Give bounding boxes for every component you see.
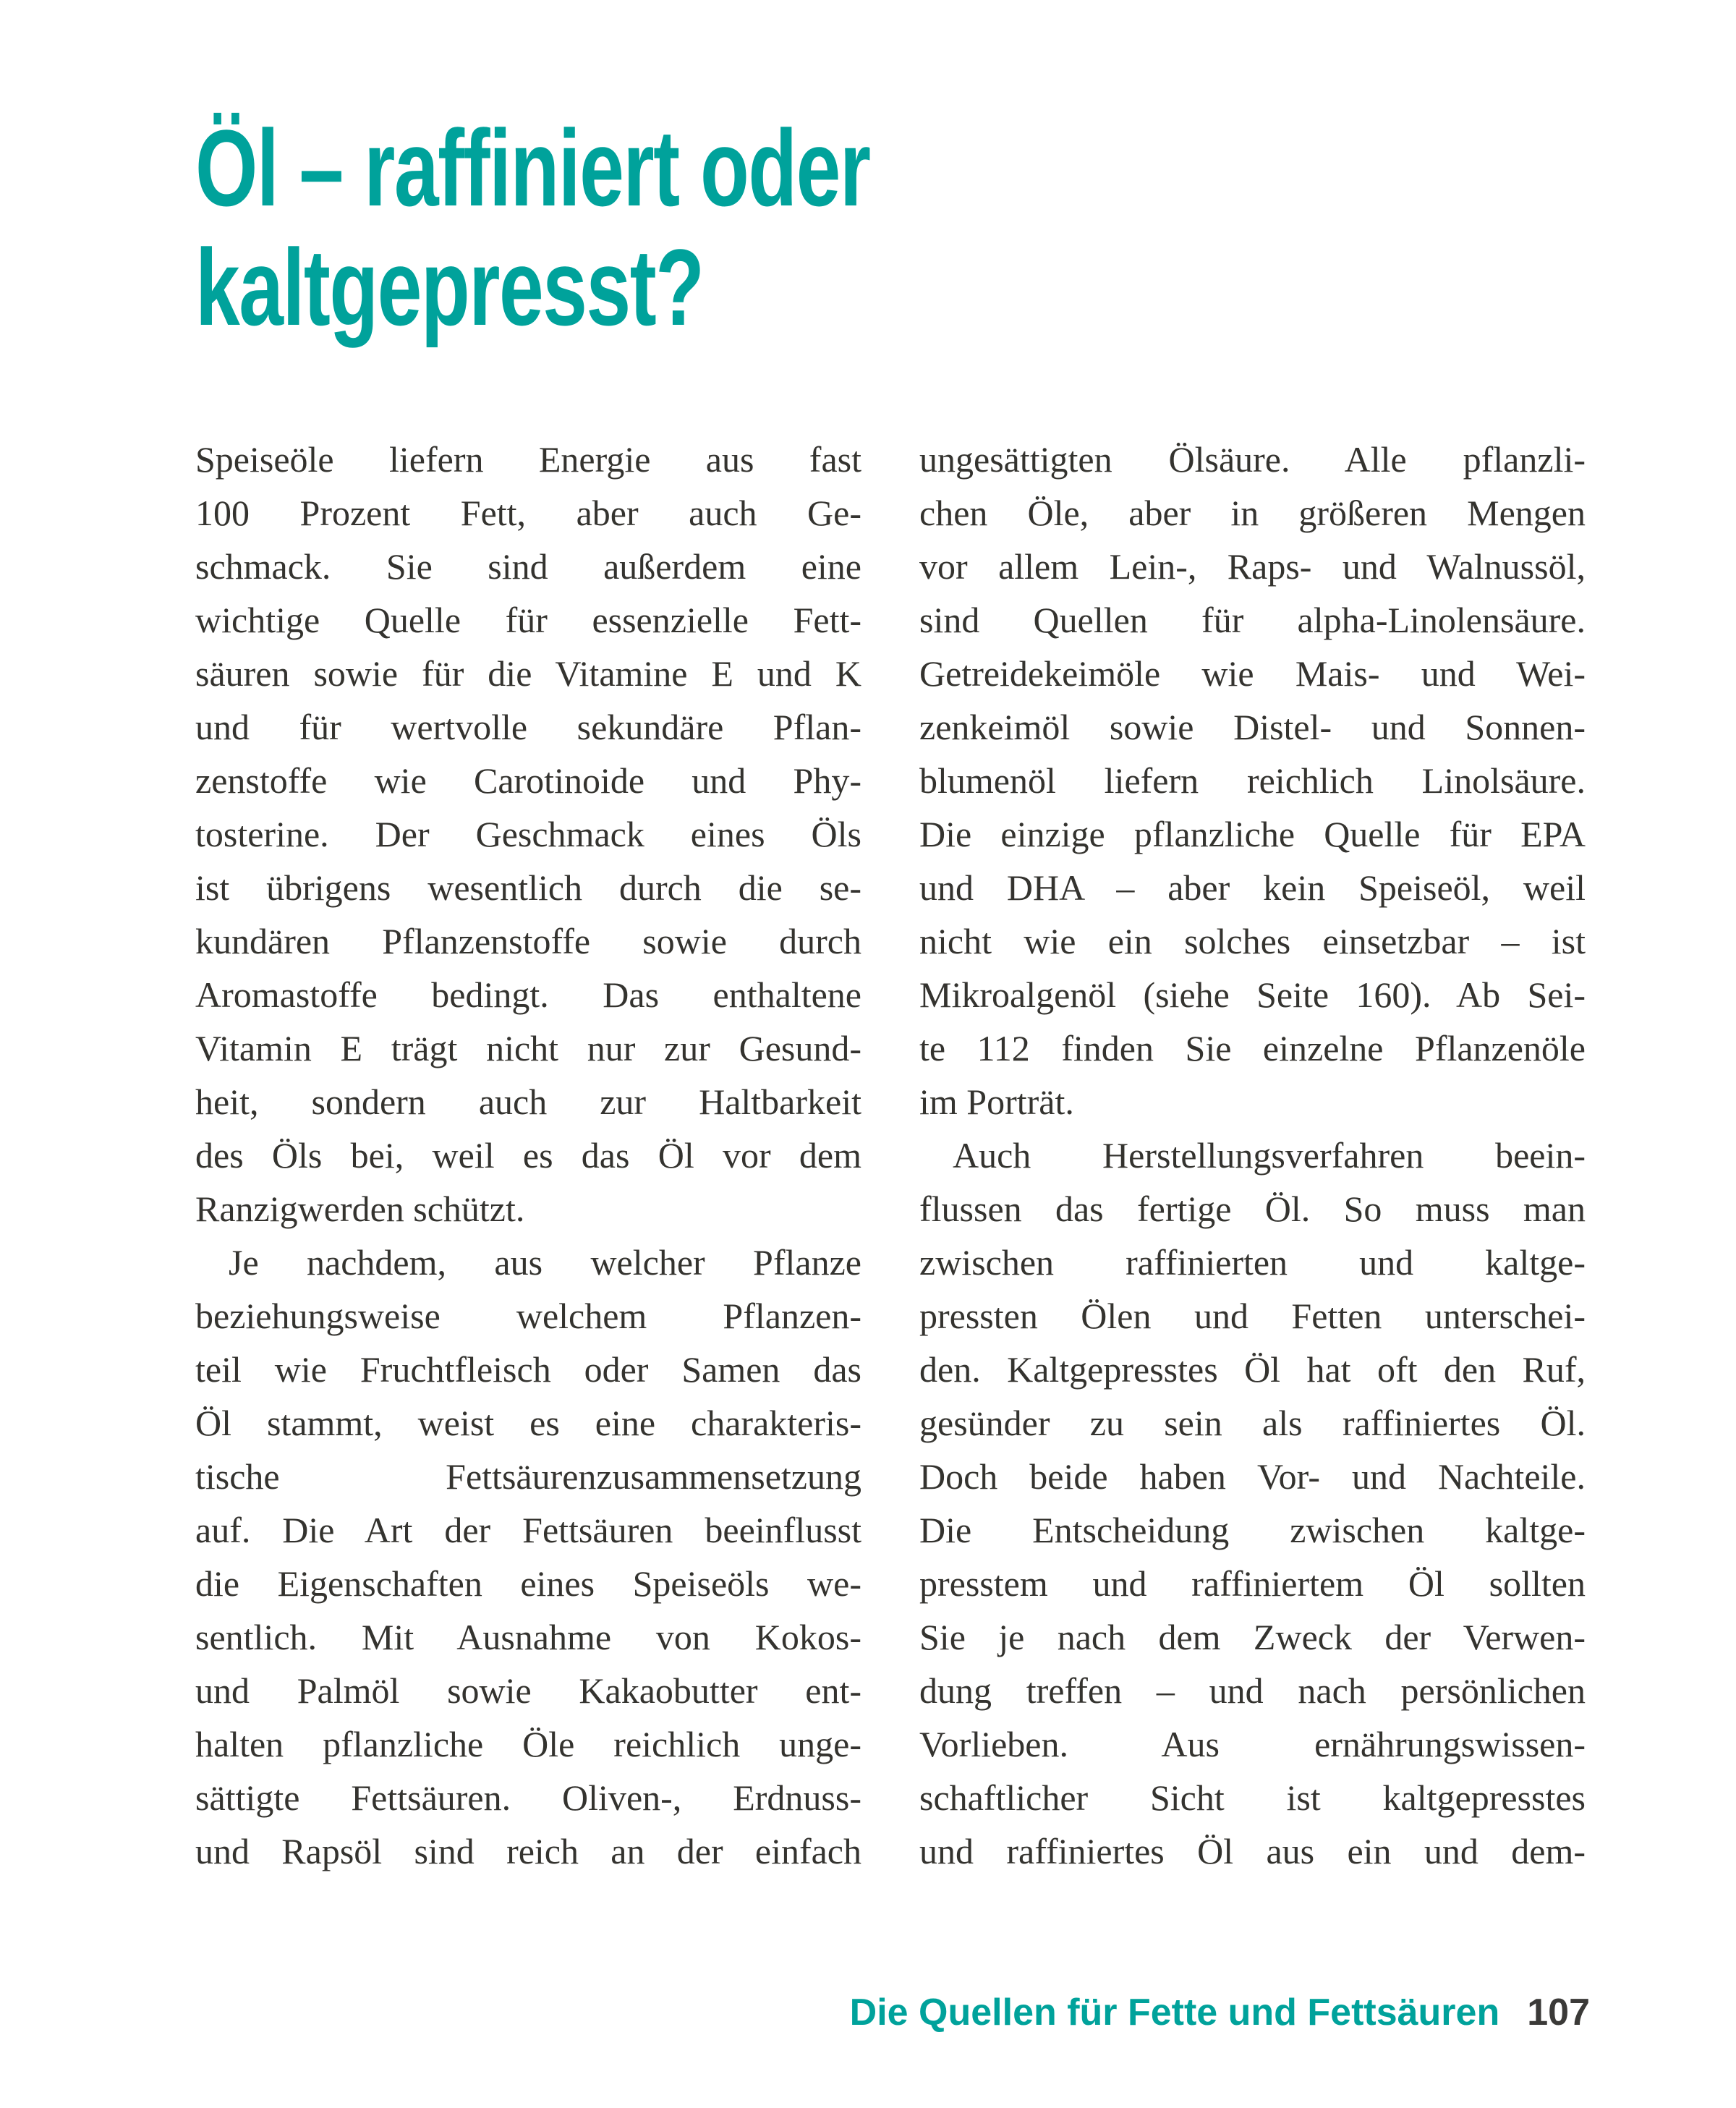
text-line: Vitamin E trägt nicht nur zur Gesund- (195, 1028, 861, 1068)
text-line: pressten Ölen und Fetten unterschei- (919, 1296, 1586, 1336)
text-line: des Öls bei, weil es das Öl vor dem (195, 1135, 861, 1176)
text-line: te 112 finden Sie einzelne Pflanzenöle (919, 1028, 1586, 1068)
text-line: Je nachdem, aus welcher Pflanze (229, 1242, 861, 1283)
text-line: ungesättigten Ölsäure. Alle pflanzli- (919, 439, 1586, 480)
right-column (919, 433, 1586, 1878)
text-line: zwischen raffinierten und kaltge- (919, 1242, 1586, 1283)
text-line: heit, sondern auch zur Haltbarkeit (195, 1081, 861, 1122)
text-line: beziehungsweise welchem Pflanzen- (195, 1296, 861, 1336)
text-line: die Eigenschaften eines Speiseöls we- (195, 1563, 861, 1604)
text-line: säuren sowie für die Vitamine E und K (195, 653, 861, 694)
text-line: Öl stammt, weist es eine charakteris- (195, 1403, 861, 1443)
text-line: gesünder zu sein als raffiniertes Öl. (919, 1403, 1586, 1443)
text-line: presstem und raffiniertem Öl sollten (919, 1563, 1586, 1604)
text-line: und für wertvolle sekundäre Pflan- (195, 707, 861, 747)
text-line: ist übrigens wesentlich durch die se- (195, 867, 861, 908)
text-line: zenstoffe wie Carotinoide und Phy- (195, 760, 861, 801)
text-line: Die einzige pflanzliche Quelle für EPA (919, 814, 1586, 854)
text-line: sättigte Fettsäuren. Oliven-, Erdnuss- (195, 1777, 861, 1818)
text-line: Vorlieben. Aus ernährungswissen- (919, 1724, 1586, 1764)
text-line: halten pflanzliche Öle reichlich unge- (195, 1724, 861, 1764)
text-line: im Porträt. (919, 1081, 1074, 1122)
text-line: 100 Prozent Fett, aber auch Ge- (195, 493, 861, 533)
page-number: 107 (1527, 1992, 1590, 2033)
text-line: und Palmöl sowie Kakaobutter ent- (195, 1670, 861, 1711)
text-line: Auch Herstellungsverfahren beein- (953, 1135, 1586, 1176)
page-footer (850, 1991, 1590, 2034)
text-line: Sie je nach dem Zweck der Verwen- (919, 1617, 1586, 1657)
text-line: nicht wie ein solches einsetzbar – ist (919, 921, 1586, 961)
text-line: Die Entscheidung zwischen kaltge- (919, 1510, 1586, 1550)
text-line: blumenöl liefern reichlich Linolsäure. (919, 760, 1586, 801)
text-line: Mikroalgenöl (siehe Seite 160). Ab Sei- (919, 974, 1586, 1015)
text-line: vor allem Lein-, Raps- und Walnussöl, (919, 546, 1586, 587)
page-title-line-2: kaltgepresst? (195, 226, 704, 348)
text-line: schmack. Sie sind außerdem eine (195, 546, 861, 587)
page-title-line-1: Öl – raffiniert oder (195, 107, 870, 229)
text-line: zenkeimöl sowie Distel- und Sonnen- (919, 707, 1586, 747)
chapter-title: Die Quellen für Fette und Fettsäuren (849, 1992, 1500, 2033)
text-line: und raffiniertes Öl aus ein und dem- (919, 1831, 1586, 1871)
text-line: Aromastoffe bedingt. Das enthaltene (195, 974, 861, 1015)
text-line: tische Fettsäurenzusammensetzung (195, 1456, 861, 1497)
text-line: wichtige Quelle für essenzielle Fett- (195, 600, 861, 640)
text-line: tosterine. Der Geschmack eines Öls (195, 814, 861, 854)
text-line: flussen das fertige Öl. So muss man (919, 1189, 1586, 1229)
text-line: chen Öle, aber in größeren Mengen (919, 493, 1586, 533)
text-line: sind Quellen für alpha-Linolensäure. (919, 600, 1586, 640)
text-columns (195, 433, 1586, 1878)
page-title (195, 109, 1107, 347)
text-line: und Rapsöl sind reich an der einfach (195, 1831, 861, 1871)
text-line: Speiseöle liefern Energie aus fast (195, 439, 861, 480)
text-line: teil wie Fruchtfleisch oder Samen das (195, 1349, 861, 1390)
text-line: den. Kaltgepresstes Öl hat oft den Ruf, (919, 1349, 1586, 1390)
text-line: kundären Pflanzenstoffe sowie durch (195, 921, 861, 961)
text-line: Getreidekeimöle wie Mais- und Wei- (919, 653, 1586, 694)
text-line: Doch beide haben Vor- und Nachteile. (919, 1456, 1586, 1497)
text-line: Ranzigwerden schützt. (195, 1189, 525, 1229)
left-column (195, 433, 861, 1878)
text-line: dung treffen – und nach persönlichen (919, 1670, 1586, 1711)
text-line: sentlich. Mit Ausnahme von Kokos- (195, 1617, 861, 1657)
text-line: und DHA – aber kein Speiseöl, weil (919, 867, 1586, 908)
text-line: schaftlicher Sicht ist kaltgepresstes (919, 1777, 1586, 1818)
text-line: auf. Die Art der Fettsäuren beeinflusst (195, 1510, 861, 1550)
